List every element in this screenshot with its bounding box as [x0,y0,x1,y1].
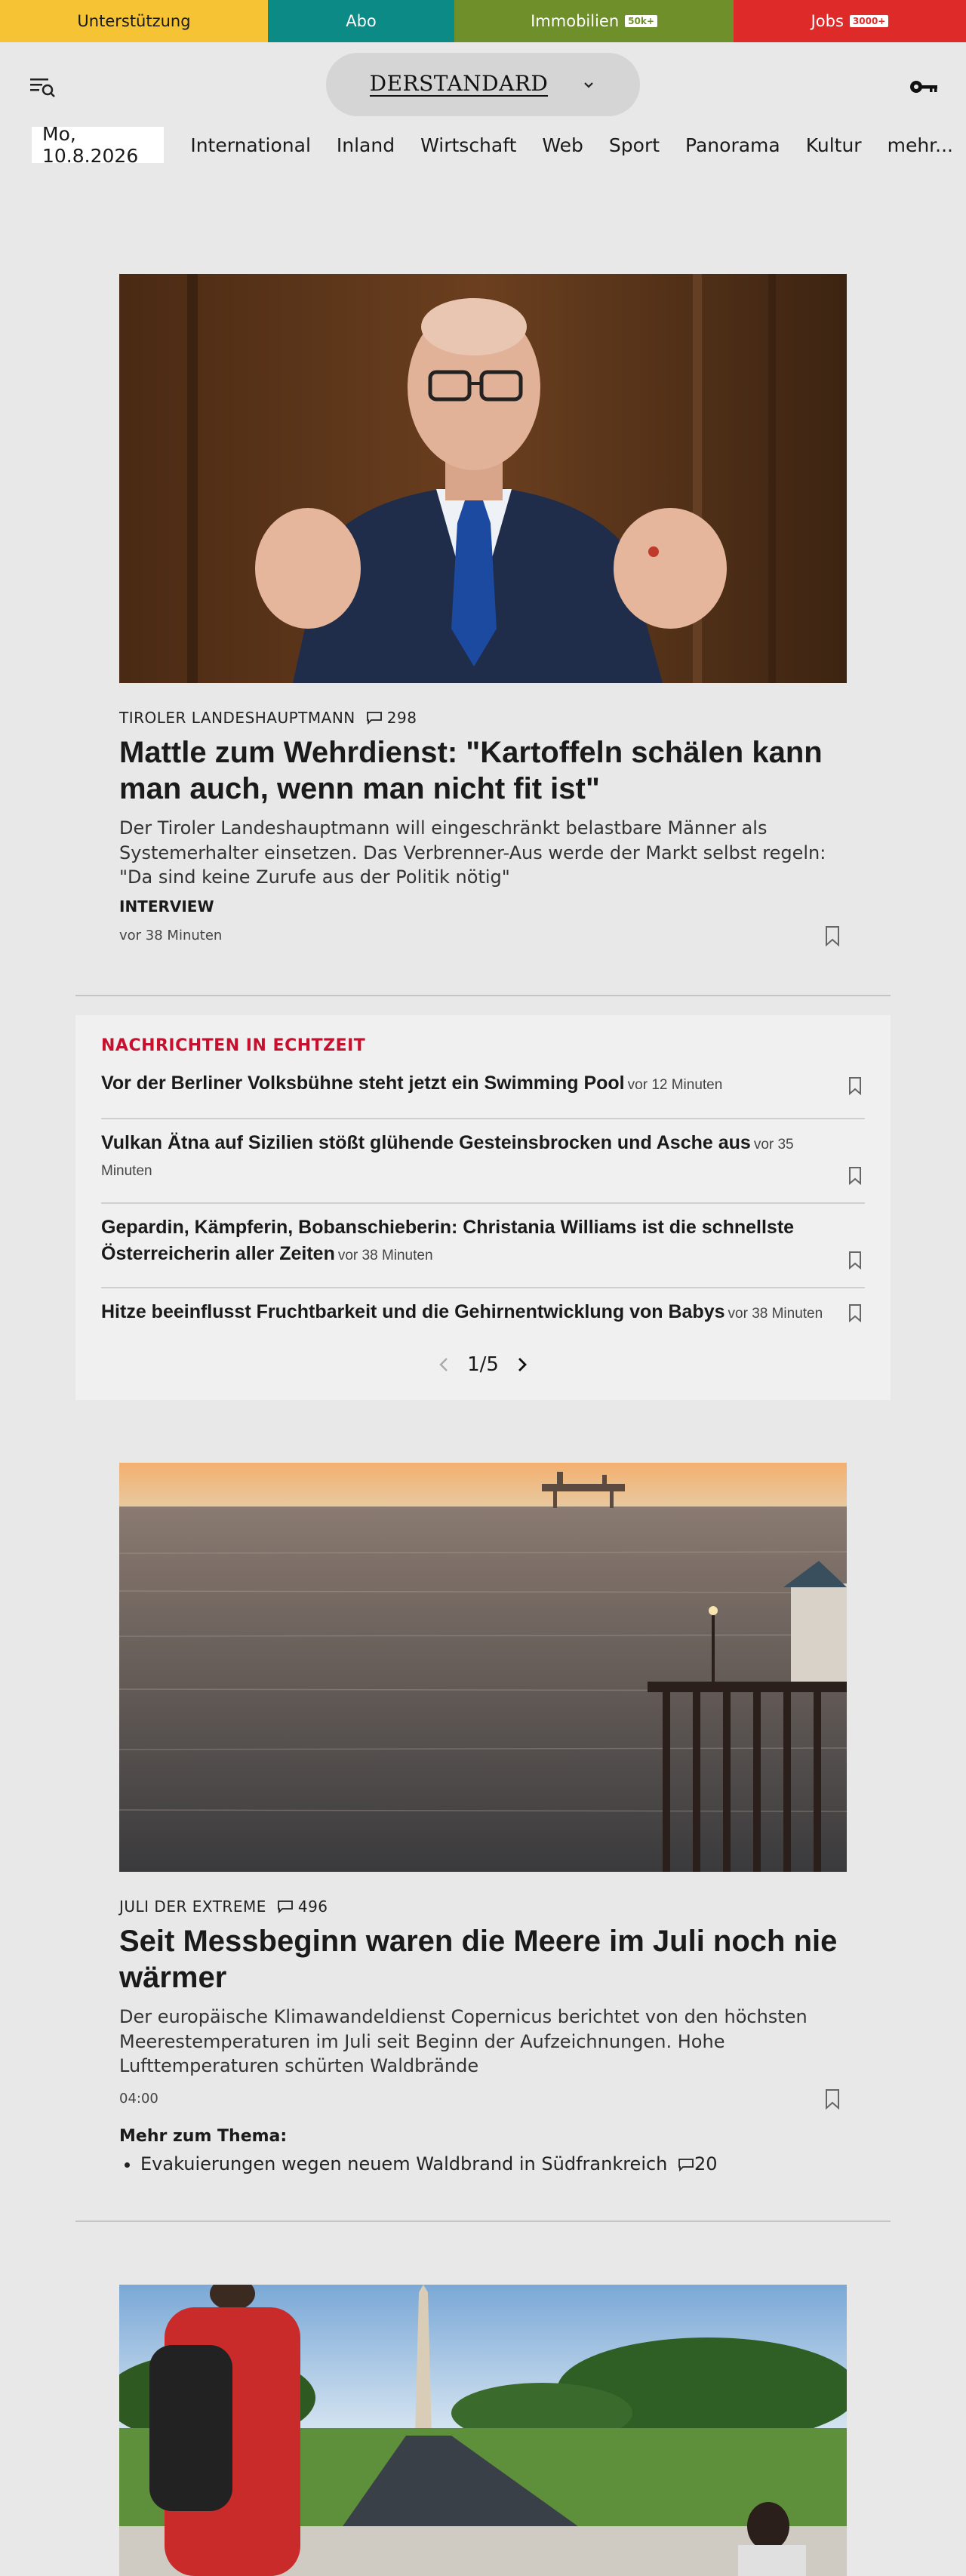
divider [75,2221,891,2222]
kicker-label: JULI DER EXTREME [119,1897,266,1916]
ticker-headline: Gepardin, Kämpferin, Bobanschieberin: Christania Williams ist die schnellste Österreicherin aller Zeiten [101,1217,795,1264]
jobs-link[interactable] [734,0,966,42]
nav-item-more[interactable]: mehr... [887,134,953,156]
ticker-title: NACHRICHTEN IN ECHTZEIT [101,1036,366,1055]
article-teaser-text: Der europäische Klimawandeldienst Copernicus berichtet von den höchsten Meerestemperaturen im Juli seit Beginn der Aufzeichnungen. Hohe Lufttemperaturen schürten Waldbrände [119,2006,808,2077]
article-headline[interactable]: Seit Messbeginn waren die Meere im Juli noch nie wärmer [119,1925,838,1994]
menu-search-icon[interactable] [29,72,59,103]
article-teaser-text: Der Tiroler Landeshauptmann will eingeschränkt belastbare Männer als Systemerhalter einsetzen. Das Verbrenner-Aus werde der Markt selbst regeln: "Da sind keine Zurufe aus der Politik nötig" [119,817,826,888]
bookmark-icon[interactable] [847,1166,863,1186]
portrait-photo [119,274,847,683]
article-image [119,1463,847,1872]
nav-item-web[interactable]: Web [542,134,583,156]
ticker-headline: Vulkan Ätna auf Sizilien stößt glühende Gesteinsbrocken und Asche aus [101,1132,751,1153]
immobilien-badge: 50k+ [625,15,657,27]
chevron-right-icon[interactable] [512,1356,531,1374]
abo-label: Abo [346,12,377,30]
pager-status: 1/5 [467,1353,499,1376]
logo-switcher[interactable] [326,53,640,116]
article-time: 04:00 [119,2091,158,2107]
article-teaser[interactable] [119,274,847,947]
article-tag: INTERVIEW [119,897,214,916]
ticker-time: vor 35 Minuten [101,1137,794,1179]
nav-item-inland[interactable]: Inland [336,134,395,156]
article-teaser[interactable] [119,2285,847,2576]
ticker-headline: Hitze beeinflusst Fruchtbarkeit und die Gehirnentwicklung von Babys [101,1301,725,1322]
immobilien-label: Immobilien [531,12,620,30]
realtime-news-box [75,1015,891,1400]
bookmark-icon[interactable] [823,2088,842,2110]
comment-number: 20 [694,2153,718,2174]
chevron-down-icon [581,77,596,92]
comment-icon [366,711,383,725]
related-item[interactable] [140,2153,847,2174]
article-image [119,274,847,683]
list-item[interactable] [101,1119,865,1204]
article-teaser[interactable] [119,1463,847,2174]
key-icon[interactable] [909,75,939,98]
article-kicker [119,709,847,727]
bookmark-icon[interactable] [847,1076,863,1096]
bookmark-icon[interactable] [847,1303,863,1323]
comment-number: 298 [386,709,417,727]
list-item[interactable] [101,1204,865,1288]
list-item[interactable] [101,1288,865,1334]
comment-count[interactable] [277,1897,328,1916]
site-header [0,42,966,125]
nav-item-international[interactable]: International [190,134,311,156]
support-link[interactable] [0,0,268,42]
article-time: vor 38 Minuten [119,928,223,944]
comment-number: 496 [297,1897,328,1916]
park-photo [119,2285,847,2576]
abo-link[interactable] [268,0,454,42]
jobs-label: Jobs [811,12,844,30]
section-nav [0,125,966,165]
comment-icon [277,1900,294,1913]
ticker-pager [75,1353,891,1376]
nav-item-sport[interactable]: Sport [608,134,660,156]
nav-item-wirtschaft[interactable]: Wirtschaft [420,134,517,156]
nav-item-kultur[interactable]: Kultur [805,134,862,156]
ticker-time: vor 38 Minuten [337,1248,433,1263]
related-title: Mehr zum Thema: [119,2126,288,2146]
divider [75,995,891,996]
article-headline[interactable]: Mattle zum Wehrdienst: "Kartoffeln schälen kann man auch, wenn man nicht fit ist" [119,736,823,805]
ticker-headline: Vor der Berliner Volksbühne steht jetzt ein Swimming Pool [101,1073,625,1094]
service-bar [0,0,966,42]
site-logo: DERSTANDARD [369,70,549,96]
related-link[interactable]: Evakuierungen wegen neuem Waldbrand in Südfrankreich [140,2153,668,2174]
comment-icon [678,2158,694,2171]
comment-count[interactable] [366,709,417,727]
list-item[interactable] [101,1070,865,1119]
bookmark-icon[interactable] [847,1251,863,1270]
related-list [119,2153,847,2174]
article-image [119,2285,847,2576]
current-date: Mo, 10.8.2026 [32,127,164,163]
sea-photo [119,1463,847,1872]
ticker-time: vor 38 Minuten [728,1306,823,1322]
jobs-badge: 3000+ [850,15,888,27]
kicker-label: TIROLER LANDESHAUPTMANN [119,709,355,727]
chevron-left-icon[interactable] [435,1356,454,1374]
article-kicker [119,1897,847,1916]
immobilien-link[interactable] [454,0,734,42]
bookmark-icon[interactable] [823,925,842,947]
support-label: Unterstützung [77,12,191,30]
nav-item-panorama[interactable]: Panorama [685,134,780,156]
ticker-time: vor 12 Minuten [627,1077,723,1093]
